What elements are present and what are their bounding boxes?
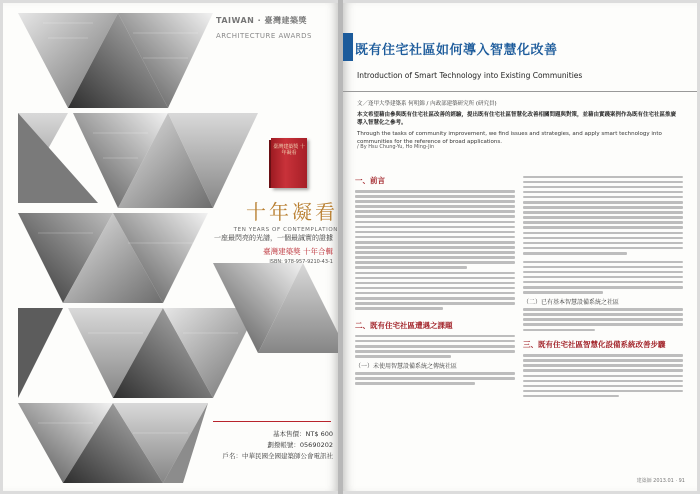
tagline-red: 臺灣建築獎 十年合輯: [263, 247, 333, 256]
price-line: 基本售價：NT$ 600: [273, 430, 333, 438]
isbn-number: ISBN: 978-957-9210-43-1: [269, 259, 333, 265]
subsection-heading-2-2: （二）已有基本智慧設備系統之社區: [523, 298, 620, 306]
account-line: 劃撥帳號：05690202: [267, 441, 333, 449]
ten-years-title-en: TEN YEARS OF CONTEMPLATION: [233, 227, 338, 233]
section-heading-3: 三、既有住宅社區智慧化設備系統改善步驟: [523, 340, 666, 350]
ten-years-heading: [213, 196, 338, 233]
publication-info: [183, 429, 333, 462]
body-text-block: [355, 372, 515, 385]
series-header: [216, 15, 334, 40]
book-cover: [271, 138, 307, 188]
section-heading-2: 二、既有住宅社區遭遇之課題: [355, 320, 453, 330]
body-text-block: [355, 190, 515, 310]
series-header-line2: ARCHITECTURE AWARDS: [216, 32, 312, 40]
section-heading-1: 一、前言: [355, 176, 385, 185]
article-title-bar: [343, 33, 697, 61]
article-title: 既有住宅社區如何導入智慧化改善: [355, 43, 558, 58]
series-header-line1: TAIWAN · 臺灣建築獎: [216, 16, 307, 25]
abstract-en: Through the tasks of community improvement, we find issues and strategies, and apply smart technology into communities for the reference of broad applications.: [357, 131, 662, 145]
left-page-advertisement: [3, 3, 338, 491]
body-text-block: [523, 354, 683, 397]
divider: [213, 421, 331, 422]
title-divider: [343, 91, 697, 92]
right-page-article: [343, 3, 697, 491]
article-title-en: Introduction of Smart Technology into Existing Communities: [357, 71, 583, 80]
book-cover-title: 臺灣建築獎 十年凝看: [273, 144, 305, 156]
abstract-zh: 本文希望藉由參與既有住宅社區改善的經驗，提出既有住宅社區智慧化改善相關問題與對策，並藉由實踐案例作為既有住宅社區推廣導入智慧化之參考。: [357, 112, 677, 126]
ten-years-title-zh: 十年凝看: [246, 200, 338, 224]
article-column-left: [355, 173, 515, 388]
article-column-right: [523, 173, 683, 400]
body-text-block: [523, 308, 683, 331]
body-text-block: [523, 261, 683, 294]
page-number: 建築師 2013.01 · 91: [636, 478, 685, 484]
article-authors: 文／逢甲大學建築系 何明錦 / 內政部建築研究所 (研究員): [357, 101, 497, 107]
subsection-heading-2-1: （一）未使用智慧設備系統之傳統社區: [355, 362, 458, 370]
body-text-block: [523, 176, 683, 255]
tagline: 一座最閃亮的光譜，一個最誠實的證據: [214, 234, 333, 242]
title-accent-block: [343, 33, 353, 61]
body-text-block: [355, 335, 515, 358]
by-line: / By Hsu Chung-Yu, Ho Ming-Jin: [357, 144, 435, 150]
payee-line: 戶名：中華民國全國建築師公會電訊社: [222, 452, 333, 460]
